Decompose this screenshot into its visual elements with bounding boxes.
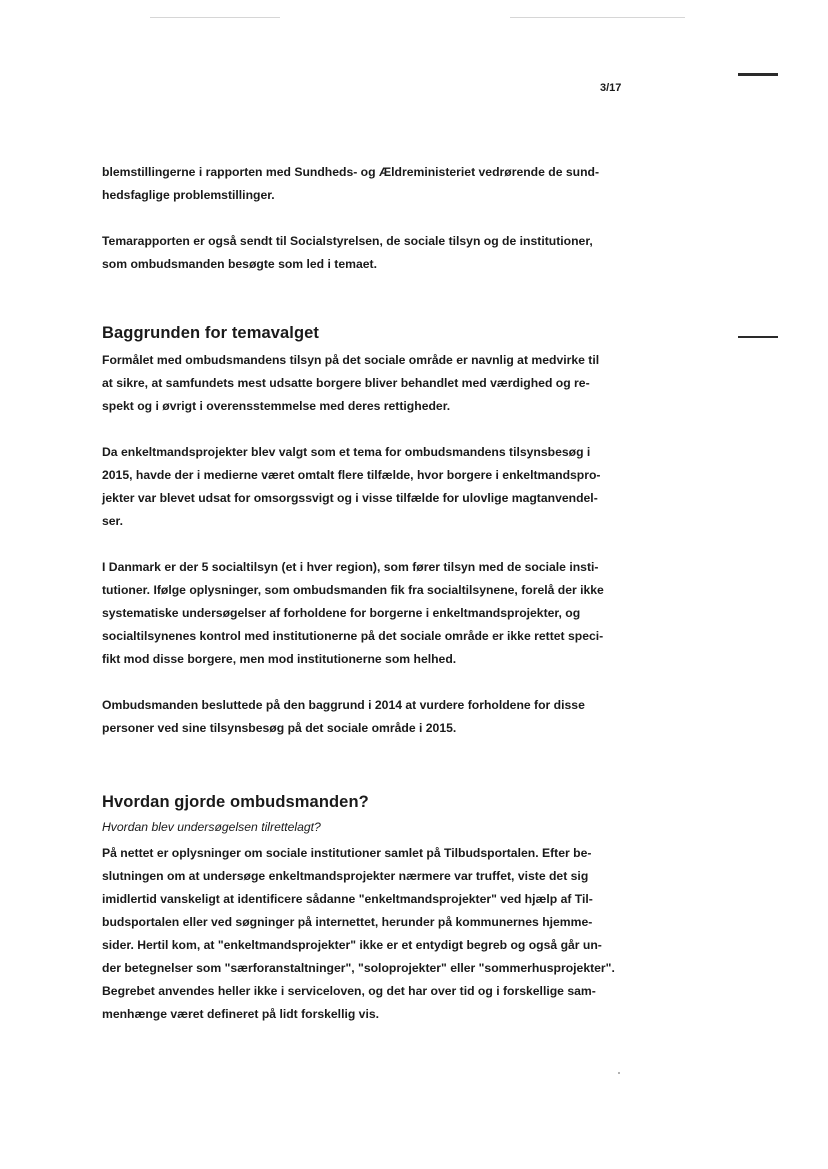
body-paragraph xyxy=(102,556,622,671)
body-paragraph xyxy=(102,349,622,418)
text-line: at sikre, at samfundets mest udsatte borgere bliver behandlet med værdighed og re- xyxy=(102,376,590,390)
section-subheading: Hvordan blev undersøgelsen tilrettelagt? xyxy=(102,820,321,834)
scan-artifact-line xyxy=(150,17,280,18)
margin-mark xyxy=(738,73,778,76)
text-line: systematiske undersøgelser af forholdene for borgerne i enkeltmandsprojekter, og xyxy=(102,606,581,620)
text-line: spekt og i øvrigt i overensstemmelse med deres rettigheder. xyxy=(102,399,451,413)
scan-artifact-line xyxy=(510,17,685,18)
page-number: 3/17 xyxy=(600,82,622,94)
text-line: fikt mod disse borgere, men mod institutionerne som helhed. xyxy=(102,652,457,666)
text-line: jekter var blevet udsat for omsorgssvigt og i visse tilfælde for ulovlige magtanvendel- xyxy=(102,491,598,505)
section-heading: Baggrunden for temavalget xyxy=(102,324,320,342)
text-line: menhænge været defineret på lidt forskellig vis. xyxy=(102,1007,379,1021)
text-line: 2015, havde der i medierne været omtalt flere tilfælde, hvor borgere i enkeltmandspro- xyxy=(102,468,601,482)
text-line: der betegnelser som "særforanstaltninger", "soloprojekter" eller "sommerhusprojekter". xyxy=(102,961,615,975)
text-line: slutningen om at undersøge enkeltmandsprojekter nærmere var truffet, viste det sig xyxy=(102,869,589,883)
scan-speck xyxy=(618,1072,620,1074)
intro-paragraph xyxy=(102,161,622,207)
text-line: Temarapporten er også sendt til Socialstyrelsen, de sociale tilsyn og de institutioner, xyxy=(102,234,593,248)
text-line: imidlertid vanskeligt at identificere sådanne "enkeltmandsprojekter" ved hjælp af Til- xyxy=(102,892,593,906)
text-line: personer ved sine tilsynsbesøg på det sociale område i 2015. xyxy=(102,721,457,735)
text-line: Formålet med ombudsmandens tilsyn på det sociale område er navnlig at medvirke til xyxy=(102,353,600,367)
margin-mark xyxy=(738,336,778,338)
text-line: I Danmark er der 5 socialtilsyn (et i hver region), som fører tilsyn med de sociale insti- xyxy=(102,560,599,574)
text-line: budsportalen eller ved søgninger på internettet, herunder på kommunernes hjemme- xyxy=(102,915,593,929)
body-paragraph xyxy=(102,694,622,740)
intro-paragraph xyxy=(102,230,622,276)
text-line: hedsfaglige problemstillinger. xyxy=(102,188,275,202)
text-line: Ombudsmanden besluttede på den baggrund i 2014 at vurdere forholdene for disse xyxy=(102,698,585,712)
text-line: som ombudsmanden besøgte som led i temaet. xyxy=(102,257,377,271)
text-line: På nettet er oplysninger om sociale institutioner samlet på Tilbudsportalen. Efter be- xyxy=(102,846,592,860)
text-line: sider. Hertil kom, at "enkeltmandsprojekter" ikke er et entydigt begreb og også går un- xyxy=(102,938,602,952)
text-line: ser. xyxy=(102,514,124,528)
text-line: Begrebet anvendes heller ikke i serviceloven, og det har over tid og i forskellige sam- xyxy=(102,984,596,998)
text-line: blemstillingerne i rapporten med Sundheds- og Ældreministeriet vedrørende de sund- xyxy=(102,165,600,179)
body-paragraph xyxy=(102,842,622,1026)
section-heading: Hvordan gjorde ombudsmanden? xyxy=(102,793,369,811)
body-paragraph xyxy=(102,441,622,533)
text-line: Da enkeltmandsprojekter blev valgt som et tema for ombudsmandens tilsynsbesøg i xyxy=(102,445,591,459)
text-line: socialtilsynenes kontrol med institutionerne på det sociale område er ikke rettet speci- xyxy=(102,629,604,643)
text-line: tutioner. Ifølge oplysninger, som ombudsmanden fik fra socialtilsynene, forelå der ikke xyxy=(102,583,604,597)
